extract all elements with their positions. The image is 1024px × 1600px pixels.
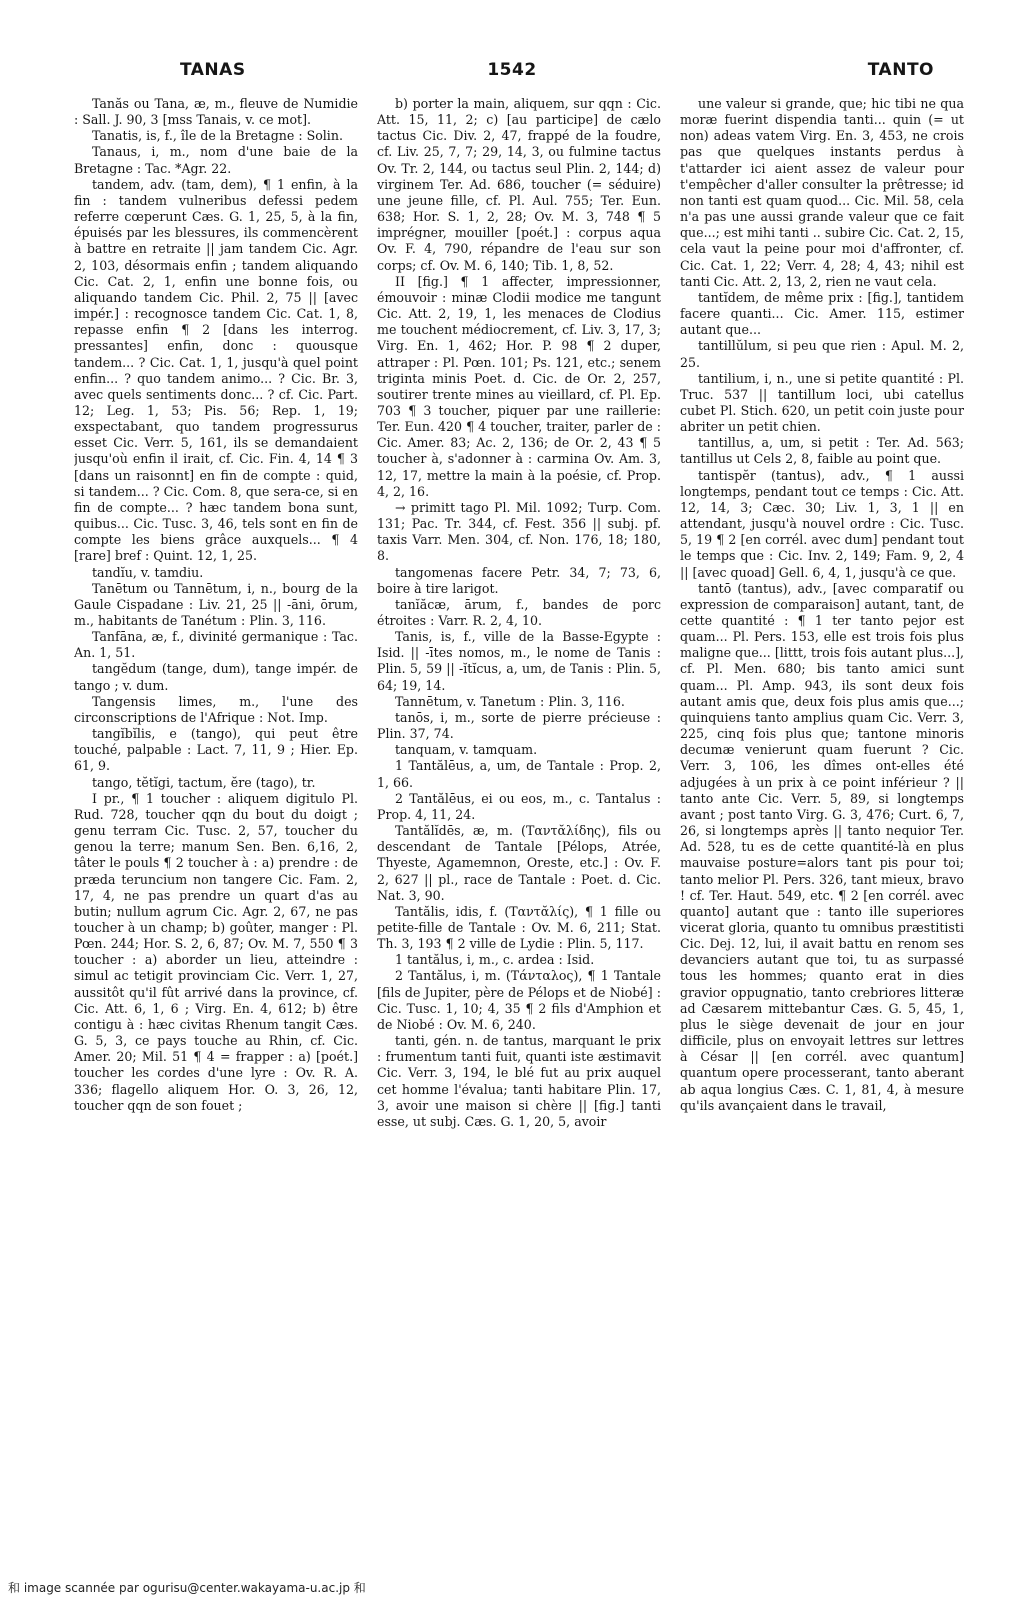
dictionary-entry: tantō (tantus), adv., [avec comparatif ou expression de comparaison] autant, tant, de cette quantité : ¶ 1 ter tanto pejor est quam... Pl. Pers. 153, elle est trois fois plus maligne que... [littt, trois fois autant plus...], cf. Pl. Men. 680; bis tanto amici sunt quam... Pl. Amp. 943, ils sont deux fois autant amis que, deux fois plus amis que...; quinquiens tanto amplius quam Cic. Verr. 3, 225, cinq fois plus que; tantone minoris decumæ venierunt quam fuerunt ? Cic. Verr. 3, 106, les dîmes ont-elles été adjugées à un prix à ce point inférieur ? || tanto ante Cic. Verr. 5, 89, si longtemps avant ; post tanto Virg. G. 3, 476; Curt. 6, 7, 26, si longtemps après || tanto nequior Ter. Ad. 528, tu es de cette quantité-là en plus mauvaise posture=alors tant pis pour toi; tanto melior Pl. Pers. 326, tant mieux, bravo ! cf. Ter. Haut. 549, etc. ¶ 2 [en corrél. avec quanto] autant que : tanto ille superiores vicerat gloria, quanto tu omnibus præstitisti Cic. Dej. 12, lui, il avait battu en renom ses devanciers autant que toi, tu as surpassé tous les hommes; quanto erat in dies gravior oppugnatio, tanto crebriores litteræ ad Cæsarem mittebantur Cæs. G. 5, 45, 1, plus le siège devenait de jour en jour difficile, plus on envoyait lettres sur lettres à César || [en corrél. avec quantum] quantum opere processerant, tanto aberant ab aqua longius Cæs. C. 1, 81, 4, à mesure qu'ils avançaient dans le travail, — [680, 580, 964, 1113]
dictionary-entry: tantilium, i, n., une si petite quantité : Pl. Truc. 537 || tantillum loci, ubi catellus cubet Pl. Stich. 620, un petit coin juste pour abriter un petit chien. — [680, 370, 964, 435]
column-middle — [377, 96, 661, 1546]
page-number: 1542 — [487, 60, 537, 80]
dictionary-entry: Tanfāna, æ, f., divinité germanique : Tac. An. 1, 51. — [74, 629, 358, 661]
dictionary-entry: Tannētum, v. Tanetum : Plin. 3, 116. — [395, 693, 625, 709]
dictionary-entry: tantillus, a, um, si petit : Ter. Ad. 563; tantillus ut Cels 2, 8, faible au point que. — [680, 435, 964, 467]
dictionary-entry: 1 tantălus, i, m., c. ardea : Isid. — [395, 952, 595, 968]
running-head-right: TANTO — [867, 60, 934, 80]
dictionary-entry: 2 Tantălēus, ei ou eos, m., c. Tantalus : Prop. 4, 11, 24. — [377, 790, 661, 822]
dictionary-entry: tantillŭlum, si peu que rien : Apul. M. 2, 25. — [680, 338, 964, 370]
dictionary-entry: tandem, adv. (tam, dem), ¶ 1 enfin, à la fin : tandem vulneribus defessi pedem referre cœperunt Cæs. G. 1, 25, 5, à la fin, épuisés par les blessures, ils commencèrent à battre en retraite || jam tandem Cic. Agr. 2, 103, désormais enfin ; tandem aliquando Cic. Cat. 2, 1, enfin une bonne fois, ou aliquando tandem Cic. Phil. 2, 75 || [avec impér.] : recognosce tandem Cic. Cat. 1, 8, repasse enfin ¶ 2 [dans les interrog. pressantes] enfin, donc : quousque tandem... ? Cic. Cat. 1, 1, jusqu'à quel point enfin... ? quo tandem animo... ? Cic. Br. 3, avec quels sentiments donc... ? cf. Cic. Part. 12; Leg. 1, 53; Pis. 56; Rep. 1, 19; exspectabant, quo tandem progressurus esset Cic. Verr. 5, 161, ils se demandaient jusqu'où enfin il irait, cf. Cic. Fin. 4, 14 ¶ 3 [dans un raisonnt] en fin de compte : quid, si tandem... ? Cic. Com. 8, que sera-ce, si en fin de compte... ? hæc tandem bona sunt, quibus... Cic. Tusc. 3, 46, tels sont en fin de compte les biens grâce auxquels... ¶ 4 [rare] bref : Quint. 12, 1, 25. — [74, 176, 358, 564]
dictionary-entry: 1 Tantălēus, a, um, de Tantale : Prop. 2, 1, 66. — [377, 758, 661, 790]
dictionary-entry: Tanatis, is, f., île de la Bretagne : Solin. — [92, 128, 343, 144]
dictionary-entry: Tangensis limes, m., l'une des circonscriptions de l'Afrique : Not. Imp. — [74, 693, 358, 725]
dictionary-entry: Tanētum ou Tannētum, i, n., bourg de la Gaule Cispadane : Liv. 21, 25 || -āni, ōrum, m., habitants de Tanétum : Plin. 3, 116. — [74, 580, 358, 628]
dictionary-entry: tanti, gén. n. de tantus, marquant le prix : frumentum tanti fuit, quanti iste æstimavit Cic. Verr. 3, 194, le blé fut au prix auquel cet homme l'évalua; tanti habitare Plin. 17, 3, avoir une maison si chère || [fig.] tanti esse, ut subj. Cæs. G. 1, 20, 5, avoir — [377, 1033, 661, 1129]
running-head-left: TANAS — [180, 60, 246, 80]
column-right — [680, 96, 964, 1546]
dictionary-entry: I pr., ¶ 1 toucher : aliquem digitulo Pl. Rud. 728, toucher qqn du bout du doigt ; genu terram Cic. Tusc. 2, 57, toucher du genou la terre; manum Sen. Ben. 6,16, 2, tâter le pouls ¶ 2 toucher à : a) prendre : de præda teruncium non tangere Cic. Fam. 2, 17, 4, ne pas prendre un quart d'as au butin; nullum agrum Cic. Agr. 2, 67, ne pas toucher à un champ; b) goûter, manger : Pl. Pœn. 244; Hor. S. 2, 6, 87; Ov. M. 7, 550 ¶ 3 toucher : a) aborder un lieu, atteindre : simul ac tetigit provinciam Cic. Verr. 1, 27, aussitôt qu'il fût arrivé dans la province, cf. Cic. Att. 6, 1, 6 ; Virg. En. 4, 612; b) être contigu à : hæc civitas Rhenum tangit Cæs. G. 5, 3, ce pays touche au Rhin, cf. Cic. Amer. 20; Mil. 51 ¶ 4 = frapper : a) [poét.] toucher les cordes d'une lyre : Ov. R. A. 336; flagello aliquem Hor. O. 3, 26, 12, toucher qqn de son fouet ; — [74, 790, 358, 1113]
dictionary-entry: tango, tĕtĭgi, tactum, ĕre (tago), tr. — [92, 774, 316, 790]
dictionary-entry: II [fig.] ¶ 1 affecter, impressionner, émouvoir : minæ Clodii modice me tangunt Cic. Att. 2, 19, 1, les menaces de Clodius me touchent médiocrement, cf. Liv. 3, 17, 3; Virg. En. 1, 462; Hor. P. 98 ¶ 2 duper, attraper : Pl. Pœn. 101; Ps. 121, etc.; senem triginta minis Poet. d. Cic. de Or. 2, 257, soutirer trente mines au vieillard, cf. Pl. Ep. 703 ¶ 3 toucher, piquer par une raillerie: Ter. Eun. 420 ¶ 4 toucher, traiter, parler de : Cic. Amer. 83; Ac. 2, 136; de Or. 2, 43 ¶ 5 toucher à, s'adonner à : carmina Ov. Am. 3, 12, 17, mettre la main à la poésie, cf. Prop. 4, 2, 16. — [377, 273, 661, 499]
dictionary-entry: b) porter la main, aliquem, sur qqn : Cic. Att. 15, 11, 2; c) [au participe] de cælo tactus Cic. Div. 2, 47, frappé de la foudre, cf. Liv. 25, 7, 7; 29, 14, 3, ou fulmine tactus Ov. Tr. 2, 144, ou tactus seul Plin. 2, 144; d) virginem Ter. Ad. 686, toucher (= séduire) une jeune fille, cf. Pl. Aul. 755; Ter. Eun. 638; Hor. S. 1, 2, 28; Ov. M. 3, 748 ¶ 5 imprégner, mouiller [poét.] : corpus aqua Ov. F. 4, 790, répandre de l'eau sur son corps; cf. Ov. M. 6, 140; Tib. 1, 8, 52. — [377, 96, 661, 273]
dictionary-entry: Tantălis, idis, f. (Ταντᾰλίς), ¶ 1 fille ou petite-fille de Tantale : Ov. M. 6, 211; Stat. Th. 3, 193 ¶ 2 ville de Lydie : Plin. 5, 117. — [377, 903, 661, 952]
dictionary-entry: une valeur si grande, que; hic tibi ne qua moræ fuerint dispendia tanti... quin (= ut non) adeas vatem Virg. En. 3, 453, ne crois pas que quelques instants perdus à t'attarder ici aient assez de valeur pour t'empêcher d'aller consulter la prêtresse; id non tanti est quam quod... Cic. Mil. 58, cela n'a pas une aussi grande valeur que ce fait que...; est mihi tanti .. subire Cic. Cat. 2, 15, cela vaut la peine pour moi d'affronter, cf. Cic. Cat. 1, 22; Verr. 4, 28; 4, 43; nihil est tanti Cic. Att. 2, 13, 2, rien ne vaut cela. — [680, 96, 964, 289]
dictionary-entry: Tanis, is, f., ville de la Basse-Egypte : Isid. || -ītes nomos, m., le nome de Tanis : Plin. 5, 59 || -ĭtĭcus, a, um, de Tanis : Plin. 5, 64; 19, 14. — [377, 629, 661, 693]
dictionary-entry: tandĭu, v. tamdiu. — [92, 564, 204, 580]
dictionary-entry: tangĭbĭlis, e (tango), qui peut être touché, palpable : Lact. 7, 11, 9 ; Hier. Ep. 61, 9. — [74, 726, 358, 774]
dictionary-entry: → primitt tago Pl. Mil. 1092; Turp. Com. 131; Pac. Tr. 344, cf. Fest. 356 || subj. pf. taxis Varr. Men. 304, cf. Non. 176, 18; 180, 8. — [377, 499, 661, 564]
dictionary-entry: tantispĕr (tantus), adv., ¶ 1 aussi longtemps, pendant tout ce temps : Cic. Att. 12, 14, 3; Cæc. 30; Liv. 1, 3, 1 || en attendant, jusqu'à nouvel ordre : Cic. Tusc. 5, 19 ¶ 2 [en corrél. avec dum] pendant tout le temps que : Cic. Inv. 2, 149; Fam. 9, 2, 4 || [avec quoad] Gell. 6, 4, 1, jusqu'à ce que. — [680, 467, 964, 580]
dictionary-entry: Tanaus, i, m., nom d'une baie de la Bretagne : Tac. *Agr. 22. — [74, 144, 358, 176]
dictionary-entry: tantĭdem, de même prix : [fig.], tantidem facere quanti... Cic. Amer. 115, estimer autant que... — [680, 289, 964, 338]
scan-credit: 和 image scannée par ogurisu@center.wakayama-u.ac.jp 和 — [8, 1581, 366, 1595]
dictionary-entry: tangomenas facere Petr. 34, 7; 73, 6, boire à tire larigot. — [377, 564, 661, 596]
dictionary-entry: Tanăs ou Tana, æ, m., fleuve de Numidie : Sall. J. 90, 3 [mss Tanais, v. ce mot]. — [74, 96, 358, 128]
dictionary-entry: 2 Tantălus, i, m. (Τάνταλος), ¶ 1 Tantale [fils de Jupiter, père de Pélops et de Niobé] : Cic. Tusc. 1, 10; 4, 35 ¶ 2 fils d'Amphion et de Niobé : Ov. M. 6, 240. — [377, 968, 661, 1032]
dictionary-entry: Tantălĭdēs, æ, m. (Ταντᾰλίδης), fils ou descendant de Tantale [Pélops, Atrée, Thyeste, Agamemnon, Oreste, etc.] : Ov. F. 2, 627 || pl., race de Tantale : Poet. d. Cic. Nat. 3, 90. — [377, 823, 661, 903]
dictionary-entry: tanĭăcæ, ārum, f., bandes de porc étroites : Varr. R. 2, 4, 10. — [377, 596, 661, 628]
dictionary-entry: tanquam, v. tamquam. — [395, 742, 538, 758]
dictionary-entry: tanōs, i, m., sorte de pierre précieuse : Plin. 37, 74. — [377, 709, 661, 742]
column-left — [74, 96, 358, 1546]
dictionary-columns — [74, 96, 964, 1546]
page-header — [70, 60, 954, 90]
dictionary-entry: tangĕdum (tange, dum), tange impér. de tango ; v. dum. — [74, 661, 358, 693]
